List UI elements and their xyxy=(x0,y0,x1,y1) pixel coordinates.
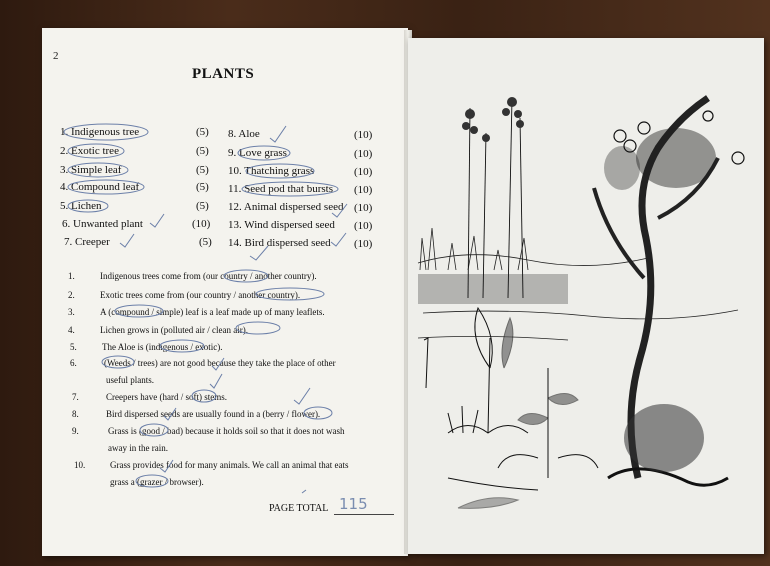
vocab-item: 3. Simple leaf xyxy=(60,164,122,176)
vocab-item: 8. Aloe xyxy=(228,128,260,140)
question-text: Bird dispersed seeds are usually found in a (berry / flower). xyxy=(106,409,321,419)
vocab-item: 10. Thatching grass xyxy=(228,165,315,177)
question-text-continued: grass a (grazer / browser). xyxy=(110,477,204,487)
question-text: Exotic trees come from (our country / another country). xyxy=(100,290,301,300)
background-scenery xyxy=(418,228,738,340)
page-title: PLANTS xyxy=(192,66,255,82)
vocab-item: 4. Compound leaf xyxy=(60,181,140,193)
question-number: 7. xyxy=(72,392,79,402)
page-total-line xyxy=(334,514,394,515)
foreground-plants-illustration xyxy=(424,308,598,508)
vocab-score: (10) xyxy=(354,184,373,196)
question-number: 3. xyxy=(68,307,75,317)
tree-illustration xyxy=(594,98,744,485)
question-number: 6. xyxy=(70,358,77,368)
vocab-score: (10) xyxy=(192,218,211,230)
question-text-continued: away in the rain. xyxy=(108,443,168,453)
question-text: Lichen grows in (polluted air / clean air). xyxy=(100,325,248,335)
vocab-score: (5) xyxy=(196,164,209,176)
vocab-score: (10) xyxy=(354,148,373,160)
question-number: 9. xyxy=(72,426,79,436)
vocab-score: (5) xyxy=(196,181,209,193)
worksheet-page xyxy=(42,28,408,556)
question-text-continued: useful plants. xyxy=(106,375,154,385)
plants-illustration xyxy=(408,38,764,554)
vocab-item: 6. Unwanted plant xyxy=(62,218,143,230)
pen-tick xyxy=(270,126,286,142)
vocab-score: (10) xyxy=(354,129,373,141)
question-text: A (compound / simple) leaf is a leaf made up of many leaflets. xyxy=(100,307,325,317)
page-total-handwritten: 115 xyxy=(339,495,368,513)
vocab-score: (10) xyxy=(354,220,373,232)
vocab-item: 14. Bird dispersed seed xyxy=(228,237,331,249)
vocab-item: 5. Lichen xyxy=(60,200,102,212)
reeds-illustration xyxy=(462,97,524,298)
question-number: 1. xyxy=(68,271,75,281)
vocab-item: 9. Love grass xyxy=(228,147,287,159)
pen-tick xyxy=(150,214,164,227)
vocab-item: 13. Wind dispersed seed xyxy=(228,219,335,231)
vocab-item: 1. Indigenous tree xyxy=(60,126,140,138)
question-text: (Weeds / trees) are not good because they take the place of other xyxy=(104,358,336,368)
vocab-score: (5) xyxy=(196,126,209,138)
vocab-score: (5) xyxy=(199,236,212,248)
pen-mark xyxy=(302,490,306,493)
page-total-label: PAGE TOTAL xyxy=(269,503,329,514)
pen-tick xyxy=(331,233,346,246)
vocab-score: (10) xyxy=(354,166,373,178)
question-number: 10. xyxy=(74,460,86,470)
question-text: Creepers have (hard / soft) stems. xyxy=(106,392,227,402)
question-number: 5. xyxy=(70,342,77,352)
vocab-item: 12. Animal dispersed seed xyxy=(228,201,344,213)
pen-tick xyxy=(294,388,310,404)
pen-tick xyxy=(210,374,222,388)
vocab-item: 2. Exotic tree xyxy=(60,145,119,157)
vocab-item: 11. Seed pod that bursts xyxy=(228,183,333,195)
vocab-score: (10) xyxy=(354,202,373,214)
question-text: Grass provides food for many animals. We call an animal that eats xyxy=(110,460,349,470)
vocab-item: 7. Creeper xyxy=(64,236,110,248)
question-number: 2. xyxy=(68,290,75,300)
page-number: 2 xyxy=(53,50,59,62)
question-number: 4. xyxy=(68,325,75,335)
question-number: 8. xyxy=(72,409,79,419)
question-text: Grass is (good / bad) because it holds soil so that it does not wash xyxy=(108,426,345,436)
vocab-score: (10) xyxy=(354,238,373,250)
vocab-score: (5) xyxy=(196,145,209,157)
plants-illustration-page xyxy=(408,38,764,554)
question-text: Indigenous trees come from (our country / another country). xyxy=(100,271,317,281)
pen-tick xyxy=(120,234,134,247)
vocab-score: (5) xyxy=(196,200,209,212)
question-text: The Aloe is (indigenous / exotic). xyxy=(102,342,223,352)
